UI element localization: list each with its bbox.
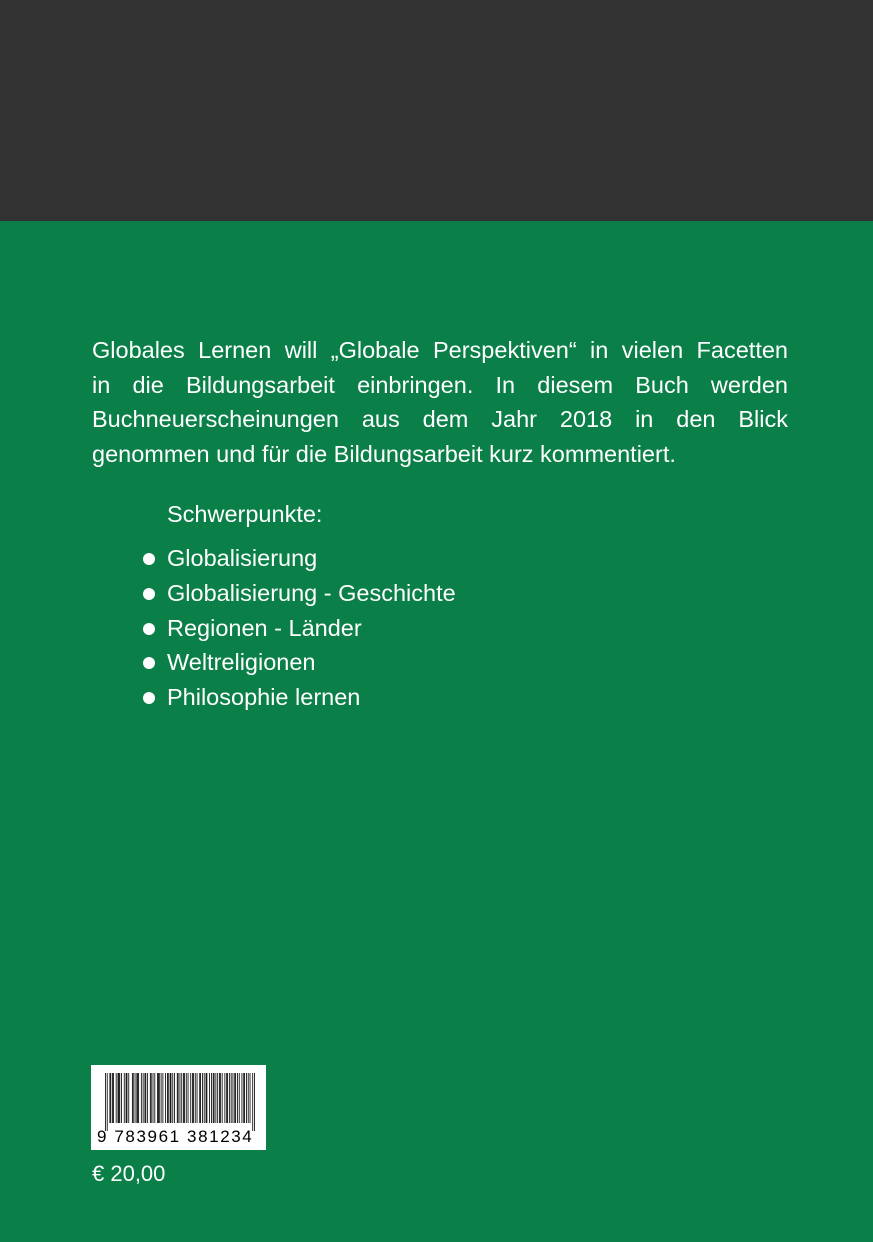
barcode-bar (162, 1073, 163, 1123)
barcode-bar (137, 1073, 138, 1123)
barcode-bar (193, 1073, 194, 1123)
barcode-bar (170, 1073, 171, 1123)
barcode-bar (235, 1073, 236, 1123)
barcode-bar (199, 1073, 200, 1123)
barcode-bar (227, 1073, 228, 1123)
barcode-bar (145, 1073, 146, 1123)
barcode-bar (107, 1073, 108, 1131)
barcode-bar (157, 1073, 158, 1123)
barcode-bar (141, 1073, 142, 1123)
barcode-bar (133, 1073, 134, 1123)
barcode-bar (171, 1073, 172, 1123)
list-item (143, 576, 456, 611)
barcode-bar (158, 1073, 159, 1123)
barcode-bar (217, 1073, 218, 1123)
barcode-bar (136, 1073, 137, 1123)
barcode-bar (118, 1073, 119, 1123)
barcode-bar (113, 1073, 114, 1123)
barcode-bar (167, 1073, 168, 1123)
barcode-bar (215, 1073, 216, 1123)
barcode-bar (177, 1073, 178, 1123)
barcode-bar (202, 1073, 203, 1123)
list-item-label: Globalisierung (167, 545, 318, 571)
bullet-icon (143, 588, 155, 600)
barcode-bar (116, 1073, 117, 1123)
barcode-bar (192, 1073, 193, 1123)
barcode-bar (190, 1073, 191, 1123)
focus-list (143, 541, 456, 715)
barcode-bar (147, 1073, 148, 1123)
barcode-bar (213, 1073, 214, 1123)
barcode-bar (207, 1073, 208, 1123)
barcode-bar (128, 1073, 129, 1123)
barcode-bar (109, 1073, 110, 1123)
barcode-bar (121, 1073, 122, 1123)
barcode-bar (224, 1073, 225, 1123)
barcode-bar (200, 1073, 201, 1123)
bullet-icon (143, 553, 155, 565)
top-dark-band (0, 0, 873, 221)
barcode-bar (244, 1073, 245, 1123)
description-line: genommen und für die Bildungsarbeit kurz kommentiert. (92, 440, 676, 467)
barcode-bar (242, 1073, 243, 1123)
barcode-bar (214, 1073, 215, 1123)
barcode-bar (181, 1073, 182, 1123)
barcode-bar (154, 1073, 155, 1123)
list-item (143, 611, 456, 646)
list-item (143, 645, 456, 680)
barcode-bar (226, 1073, 227, 1123)
barcode-bar (150, 1073, 151, 1123)
description-text (92, 333, 788, 471)
barcode-bar (180, 1073, 181, 1123)
bullet-icon (143, 692, 155, 704)
barcode-bar (159, 1073, 160, 1123)
barcode-bar (231, 1073, 232, 1123)
barcode-bar (234, 1073, 235, 1123)
barcode-bar (118, 1073, 119, 1123)
barcode-bar (178, 1073, 179, 1123)
barcode-bar (124, 1073, 125, 1123)
barcode-bar (252, 1073, 253, 1131)
barcode-bar (233, 1073, 234, 1123)
barcode-bar (143, 1073, 144, 1123)
list-item-label: Globalisierung - Geschichte (167, 579, 456, 606)
barcode-bar (222, 1073, 223, 1123)
barcode-bar (105, 1073, 106, 1131)
barcode-bar (250, 1073, 251, 1123)
barcode-bar (183, 1073, 184, 1123)
barcode-digits: 9 783961 381234 (97, 1127, 254, 1146)
barcode-bar (174, 1073, 175, 1123)
barcode-bar (161, 1073, 162, 1123)
barcode-bar (119, 1073, 120, 1123)
barcode-bar (220, 1073, 221, 1123)
barcode-bar (132, 1073, 133, 1123)
barcode-bar (239, 1073, 240, 1123)
barcode-bar (237, 1073, 238, 1123)
list-item (143, 680, 456, 715)
barcode-bar (246, 1073, 247, 1123)
barcode-bar (110, 1073, 111, 1123)
barcode-bar (112, 1073, 113, 1123)
description-line: Globales Lernen will „Globale Perspektiven“ in vielen Facetten (92, 337, 788, 363)
barcode-bar (219, 1073, 220, 1123)
barcode-bar (138, 1073, 139, 1123)
barcode-bar (209, 1073, 210, 1123)
barcode-bar (186, 1073, 187, 1123)
list-item-label: Weltreligionen (167, 649, 316, 676)
list-item-label: Philosophie lernen (167, 684, 361, 711)
barcode-bar (248, 1073, 249, 1123)
barcode-bar (126, 1073, 127, 1123)
description-line: Buchneuerscheinungen aus dem Jahr 2018 in den Blick (92, 406, 788, 432)
barcode-bar (243, 1073, 244, 1123)
list-item-label: Regionen - Länder (167, 614, 362, 641)
barcode-bar (195, 1073, 196, 1123)
barcode-bar (197, 1073, 198, 1123)
barcode-bar (145, 1073, 146, 1123)
barcode-bar (153, 1073, 154, 1123)
list-item (143, 541, 456, 576)
price-label: € 20,00 (92, 1161, 166, 1186)
bullet-icon (143, 657, 155, 669)
barcode-bar (211, 1073, 212, 1123)
barcode-bar (206, 1073, 207, 1123)
description-line: in die Bildungsarbeit einbringen. In diesem Buch werden (92, 371, 788, 398)
barcode-bar (127, 1073, 128, 1123)
barcode-bar (254, 1073, 255, 1131)
focus-heading: Schwerpunkte: (167, 501, 323, 527)
barcode-bar (172, 1073, 173, 1123)
barcode-bar (184, 1073, 185, 1123)
barcode-bar (204, 1073, 205, 1123)
barcode-bar (165, 1073, 166, 1123)
barcode-bar (151, 1073, 152, 1123)
barcode-bar (135, 1073, 136, 1123)
barcode-bar (168, 1073, 169, 1123)
bullet-icon (143, 623, 155, 635)
barcode-bar (229, 1073, 230, 1123)
barcode-bar (188, 1073, 189, 1123)
isbn-barcode (91, 1065, 266, 1150)
